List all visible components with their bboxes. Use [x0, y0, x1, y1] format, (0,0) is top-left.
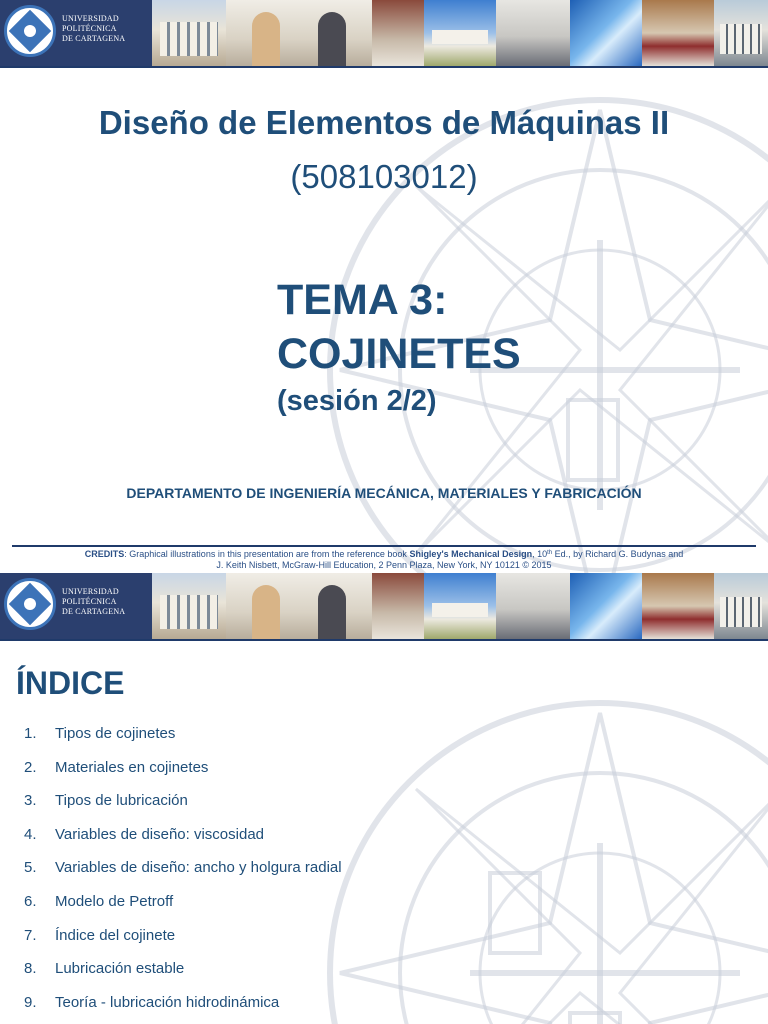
item-text: Variables de diseño: ancho y holgura radial [55, 859, 342, 877]
list-item [24, 757, 444, 778]
credits-text-3: J. Keith Nisbett, McGraw-Hill Education, 2 Penn Plaza, New York, NY 10121 © 2015 [216, 560, 552, 570]
banner-photo-library [642, 0, 714, 66]
item-number: 1. [24, 725, 37, 742]
item-text: Tipos de cojinetes [55, 725, 176, 742]
logo-emblem-icon [4, 578, 56, 630]
header-banner [0, 573, 768, 639]
banner-photo-campus [424, 0, 496, 66]
credits-book: Shigley's Mechanical Design [409, 549, 533, 559]
logo-line-1: UNIVERSIDAD [62, 14, 119, 23]
banner-photo-facade [714, 0, 768, 66]
course-code: (508103012) [290, 158, 478, 195]
credits-edition-sup: th [547, 550, 553, 556]
list-item [24, 824, 444, 845]
item-number: 6. [24, 892, 37, 910]
banner-photo-campus [424, 573, 496, 639]
banner-photo-building [152, 573, 226, 639]
item-text: Variables de diseño: viscosidad [55, 825, 265, 843]
credits-label: CREDITS [84, 549, 125, 559]
logo-line-3: DE CARTAGENA [62, 34, 126, 43]
item-number: 9. [24, 993, 37, 1011]
logo-text [62, 587, 152, 617]
university-logo [0, 0, 152, 66]
logo-line-1: UNIVERSIDAD [62, 587, 119, 596]
banner-photo-students [226, 573, 372, 639]
banner-photo-solar [570, 573, 642, 639]
logo-line-3: DE CARTAGENA [62, 607, 126, 616]
banner-divider [0, 639, 768, 641]
item-text: Teoría - lubricación hidrodinámica [55, 993, 280, 1011]
index-list [24, 723, 444, 1024]
item-number: 2. [24, 758, 37, 776]
list-item [24, 857, 354, 878]
banner-divider [0, 66, 768, 68]
list-item [24, 790, 444, 811]
tema-label: TEMA 3: [277, 276, 448, 324]
item-text: Modelo de Petroff [55, 892, 174, 910]
list-item [24, 925, 444, 946]
logo-line-2: POLITÉCNICA [62, 597, 117, 606]
credits-divider [12, 545, 756, 547]
list-item [24, 891, 444, 912]
banner-photo-library [642, 573, 714, 639]
banner-photo-classroom [496, 573, 570, 639]
credits-note [40, 548, 728, 571]
item-text: Tipos de lubricación [55, 792, 188, 810]
banner-photo-classroom [496, 0, 570, 66]
header-banner [0, 0, 768, 66]
index-heading: ÍNDICE [16, 665, 125, 701]
item-number: 8. [24, 960, 37, 978]
index-slide [0, 573, 768, 1024]
department-name: DEPARTAMENTO DE INGENIERÍA MECÁNICA, MATERIALES Y FABRICACIÓN [126, 485, 642, 501]
item-text: Índice del cojinete [55, 926, 176, 944]
banner-photo-solar [570, 0, 642, 66]
university-logo [0, 573, 152, 639]
list-item [24, 992, 444, 1013]
topic-title: COJINETES [277, 330, 521, 378]
list-item [24, 723, 444, 744]
session-label: (sesión 2/2) [277, 385, 437, 417]
item-text: Materiales en cojinetes [55, 758, 209, 776]
item-number: 4. [24, 825, 37, 843]
banner-photo-facade [714, 573, 768, 639]
credits-text-2: Ed., by Richard G. Budynas and [552, 549, 684, 559]
logo-text [62, 14, 152, 44]
banner-photo-lab [372, 573, 424, 639]
list-item [24, 958, 444, 979]
course-title: Diseño de Elementos de Máquinas II [98, 104, 670, 141]
item-number: 3. [24, 792, 37, 810]
item-text: Lubricación estable [55, 960, 185, 978]
banner-photo-lab [372, 0, 424, 66]
banner-photo-students [226, 0, 372, 66]
item-number: 7. [24, 926, 37, 944]
credits-edition: , 10 [532, 549, 548, 559]
banner-photo-building [152, 0, 226, 66]
logo-line-2: POLITÉCNICA [62, 24, 117, 33]
logo-emblem-icon [4, 5, 56, 57]
item-number: 5. [24, 859, 37, 877]
credits-text-1: : Graphical illustrations in this presentation are from the reference book [124, 549, 410, 559]
